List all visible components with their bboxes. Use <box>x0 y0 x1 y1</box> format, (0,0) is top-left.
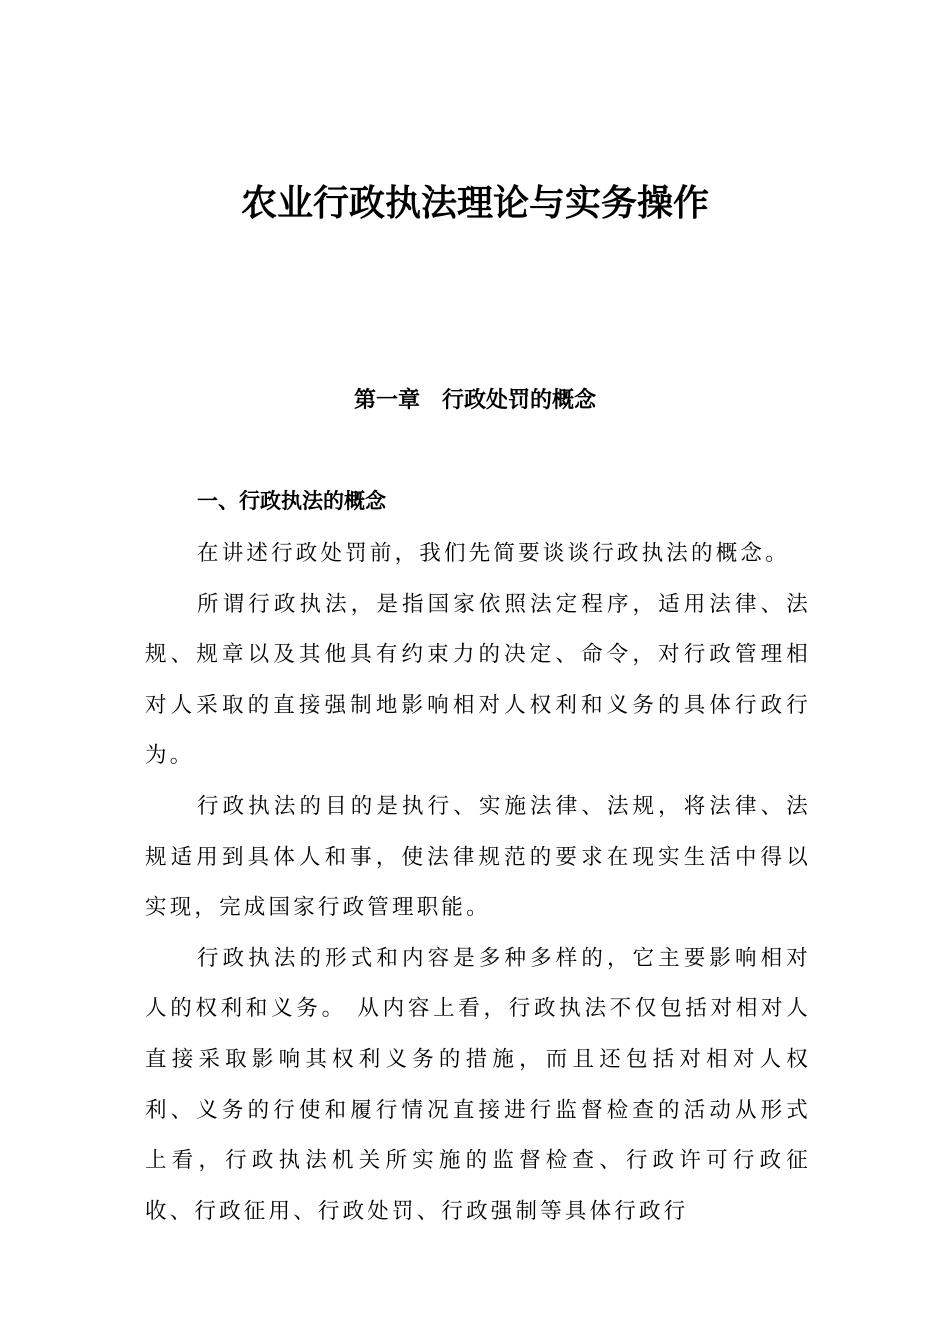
section-heading: 一、行政执法的概念 <box>197 489 386 513</box>
paragraph: 在讲述行政处罚前，我们先简要谈谈行政执法的概念。 <box>197 541 790 566</box>
document-title: 农业行政执法理论与实务操作 <box>240 183 709 224</box>
paragraph: 行政执法的目的是执行、实施法律、法规，将法律、法规适用到具体人和事，使法律规范的要求在现实生活中得以实现，完成国家行政管理职能。 <box>145 793 811 921</box>
chapter-title: 第一章 行政处罚的概念 <box>353 388 596 413</box>
body-text <box>145 529 811 1237</box>
paragraph: 行政执法的形式和内容是多种多样的，它主要影响相对人的权利和义务。 从内容上看，行政执法不仅包括对相对人直接采取影响其权利义务的措施，而且还包括对相对人权利、义务的行使和履行情况直接进行监督检查的活动从形式上看，行政执法机关所实施的监督检查、行政许可行政征收、行政征用、行政处罚、行政强制等具体行政行 <box>145 945 811 1224</box>
paragraph: 所谓行政执法，是指国家依照法定程序，适用法律、法规、规章以及其他具有约束力的决定、命令，对行政管理相对人采取的直接强制地影响相对人权利和义务的具体行政行为。 <box>145 591 811 769</box>
